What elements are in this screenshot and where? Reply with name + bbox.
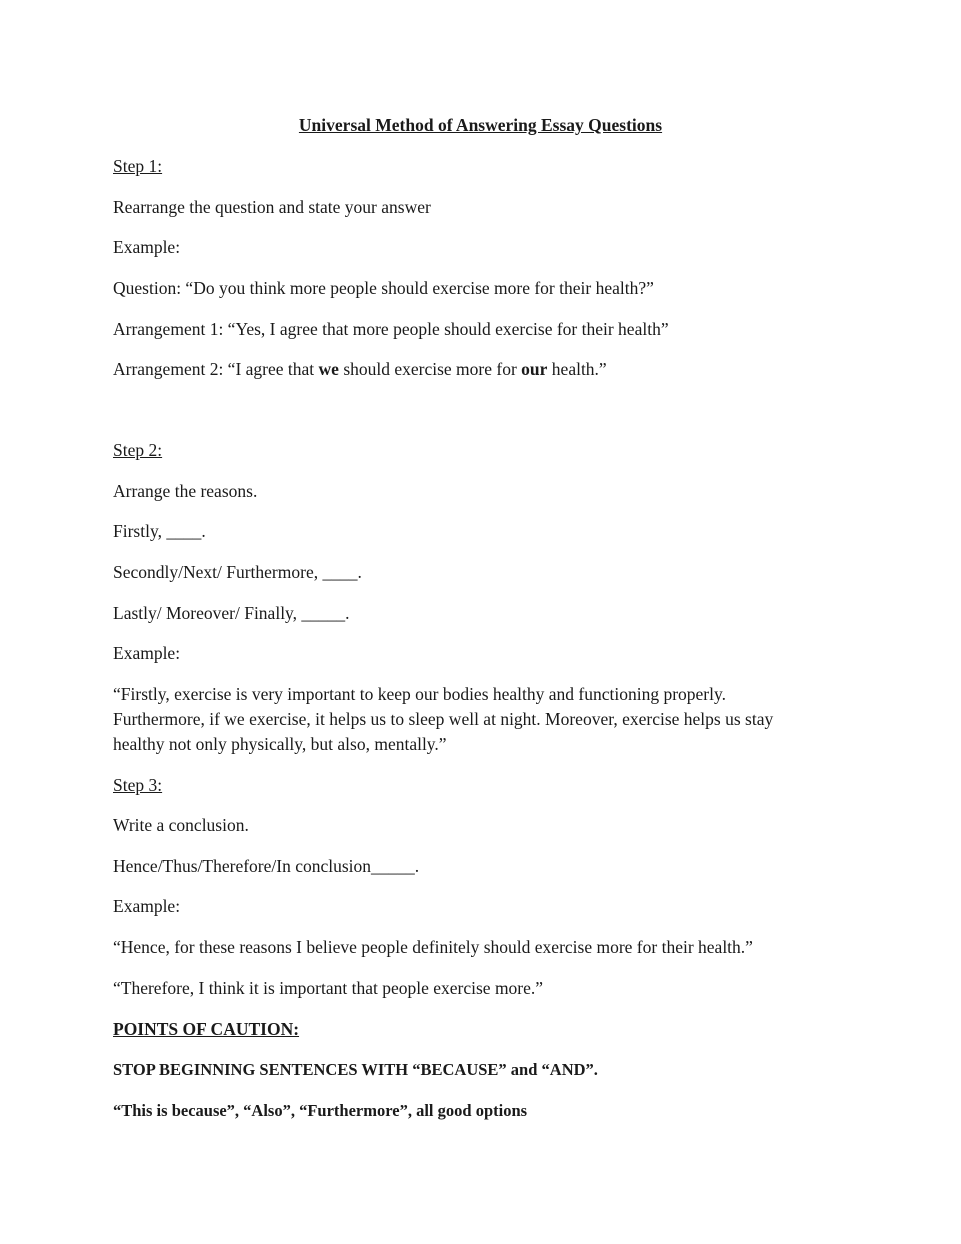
step1-instruction: Rearrange the question and state your answer: [113, 197, 431, 217]
step2-example-line3: healthy not only physically, but also, mentally.”: [113, 734, 447, 754]
arrangement2-bold-our: our: [521, 359, 548, 379]
step3-example-label: Example:: [113, 896, 181, 916]
step3-heading: Step 3:: [113, 775, 163, 795]
arrangement2-bold-we: we: [318, 359, 339, 379]
arrangement2-text-2: should exercise more for: [338, 359, 522, 379]
step2-example-line2: Furthermore, if we exercise, it helps us to sleep well at night. Moreover, exercise helps us stay: [113, 709, 774, 729]
step2-instruction: Arrange the reasons.: [113, 481, 258, 501]
step1-heading: Step 1:: [113, 156, 163, 176]
step3-instruction: Write a conclusion.: [113, 815, 249, 835]
step2-heading: Step 2:: [113, 440, 163, 460]
caution-rule: STOP BEGINNING SENTENCES WITH “BECAUSE” and “AND”.: [113, 1060, 598, 1079]
caution-heading: POINTS OF CAUTION:: [113, 1019, 300, 1039]
step3-example2: “Therefore, I think it is important that people exercise more.”: [113, 978, 544, 998]
step2-example-label: Example:: [113, 643, 181, 663]
arrangement2-text-3: health.”: [547, 359, 607, 379]
step1-example-label: Example:: [113, 237, 181, 257]
step3-pattern: Hence/Thus/Therefore/In conclusion_____.: [113, 856, 420, 876]
caution-options: “This is because”, “Also”, “Furthermore”, all good options: [113, 1101, 528, 1120]
step1-arrangement2: [113, 357, 607, 382]
step2-example-line1: “Firstly, exercise is very important to keep our bodies healthy and functioning properly.: [113, 684, 726, 704]
step2-line2: Secondly/Next/ Furthermore, ____.: [113, 562, 362, 582]
step1-question: Question: “Do you think more people should exercise more for their health?”: [113, 278, 654, 298]
step3-example1: “Hence, for these reasons I believe people definitely should exercise more for their health.”: [113, 937, 753, 957]
step2-line1: Firstly, ____.: [113, 521, 206, 541]
step2-line3: Lastly/ Moreover/ Finally, _____.: [113, 603, 350, 623]
arrangement2-text-1: Arrangement 2: “I agree that: [113, 359, 319, 379]
step1-arrangement1: Arrangement 1: “Yes, I agree that more people should exercise for their health”: [113, 319, 669, 339]
document-title: Universal Method of Answering Essay Questions: [298, 115, 663, 135]
